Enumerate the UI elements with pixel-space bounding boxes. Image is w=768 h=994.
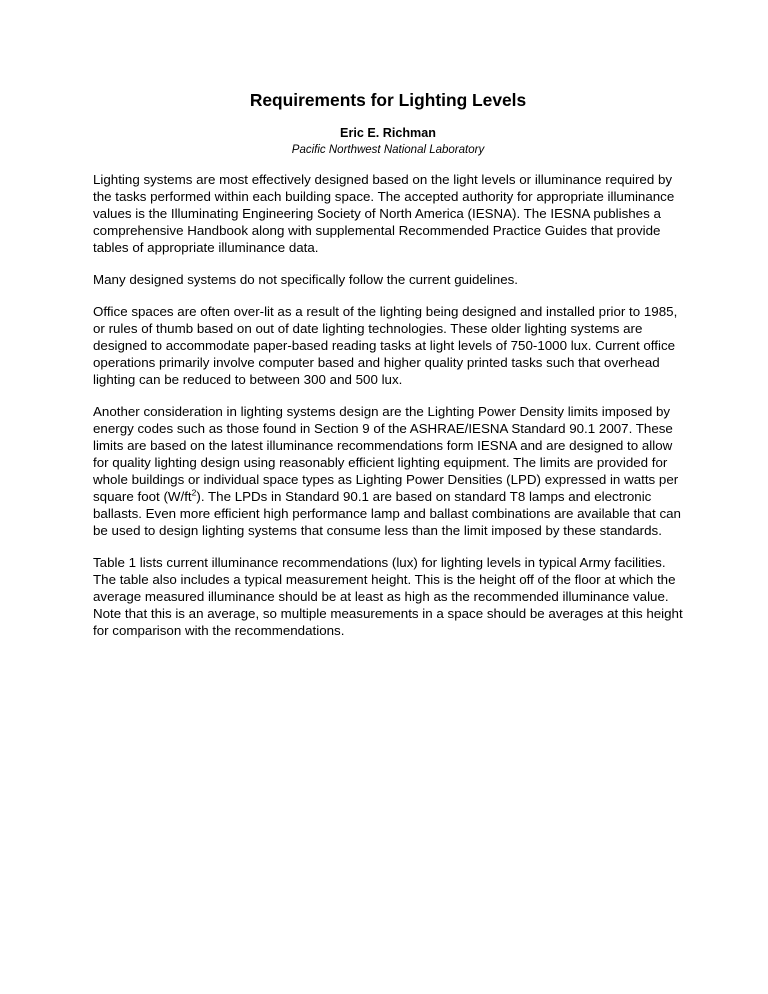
paragraph-table-reference: Table 1 lists current illuminance recommendations (lux) for lighting levels in typical Army facilities. The table also includes a typical measurement height. This is the height off of the floor at which the average measured illuminance should be at least as high as the recommended illuminance value. Note that this is an average, so multiple measurements in a space should be averages at this height for comparison with the recommendations. xyxy=(93,555,683,638)
power-density-text-start: Another consideration in lighting systems design are the Lighting Power Density limits imposed by energy codes such as those found in Section 9 of the ASHRAE/IESNA Standard 90.1 2007. These limits are based on the latest illuminance recommendations form IESNA and are designed to allow for quality lighting design using reasonably efficient lighting equipment. The limits are provided for whole buildings or individual space types as Lighting Power Densities (LPD) expressed in watts per square foot (W/ft xyxy=(93,404,679,504)
author-name: Eric E. Richman xyxy=(340,126,436,140)
document-body xyxy=(93,90,683,639)
document-title: Requirements for Lighting Levels xyxy=(249,90,527,110)
superscript-squared: 2 xyxy=(191,487,197,498)
paragraph-power-density xyxy=(93,403,683,539)
paragraph-intro: Lighting systems are most effectively designed based on the light levels or illuminance required by the tasks performed within each building space. The accepted authority for appropriate illuminance values is the Illuminating Engineering Society of North America (IESNA). The IESNA publishes a comprehensive Handbook along with supplemental Recommended Practice Guides that provide tables of appropriate illuminance data. xyxy=(93,172,675,255)
power-density-text-end: ). The LPDs in Standard 90.1 are based on standard T8 lamps and electronic ballasts. Even more efficient high performance lamp and ballast combinations are available that can be used to design lighting systems that consume less than the limit imposed by these standards. xyxy=(93,489,681,538)
paragraph-guidelines: Many designed systems do not specifically follow the current guidelines. xyxy=(93,272,518,287)
author-affiliation: Pacific Northwest National Laboratory xyxy=(291,144,485,156)
paragraph-office-spaces: Office spaces are often over-lit as a result of the lighting being designed and installed prior to 1985, or rules of thumb based on out of date lighting technologies. These older lighting systems are designed to accommodate paper-based reading tasks at light levels of 750-1000 lux. Current office operations primarily involve computer based and higher quality printed tasks such that overhead lighting can be reduced to between 300 and 500 lux. xyxy=(93,304,678,387)
